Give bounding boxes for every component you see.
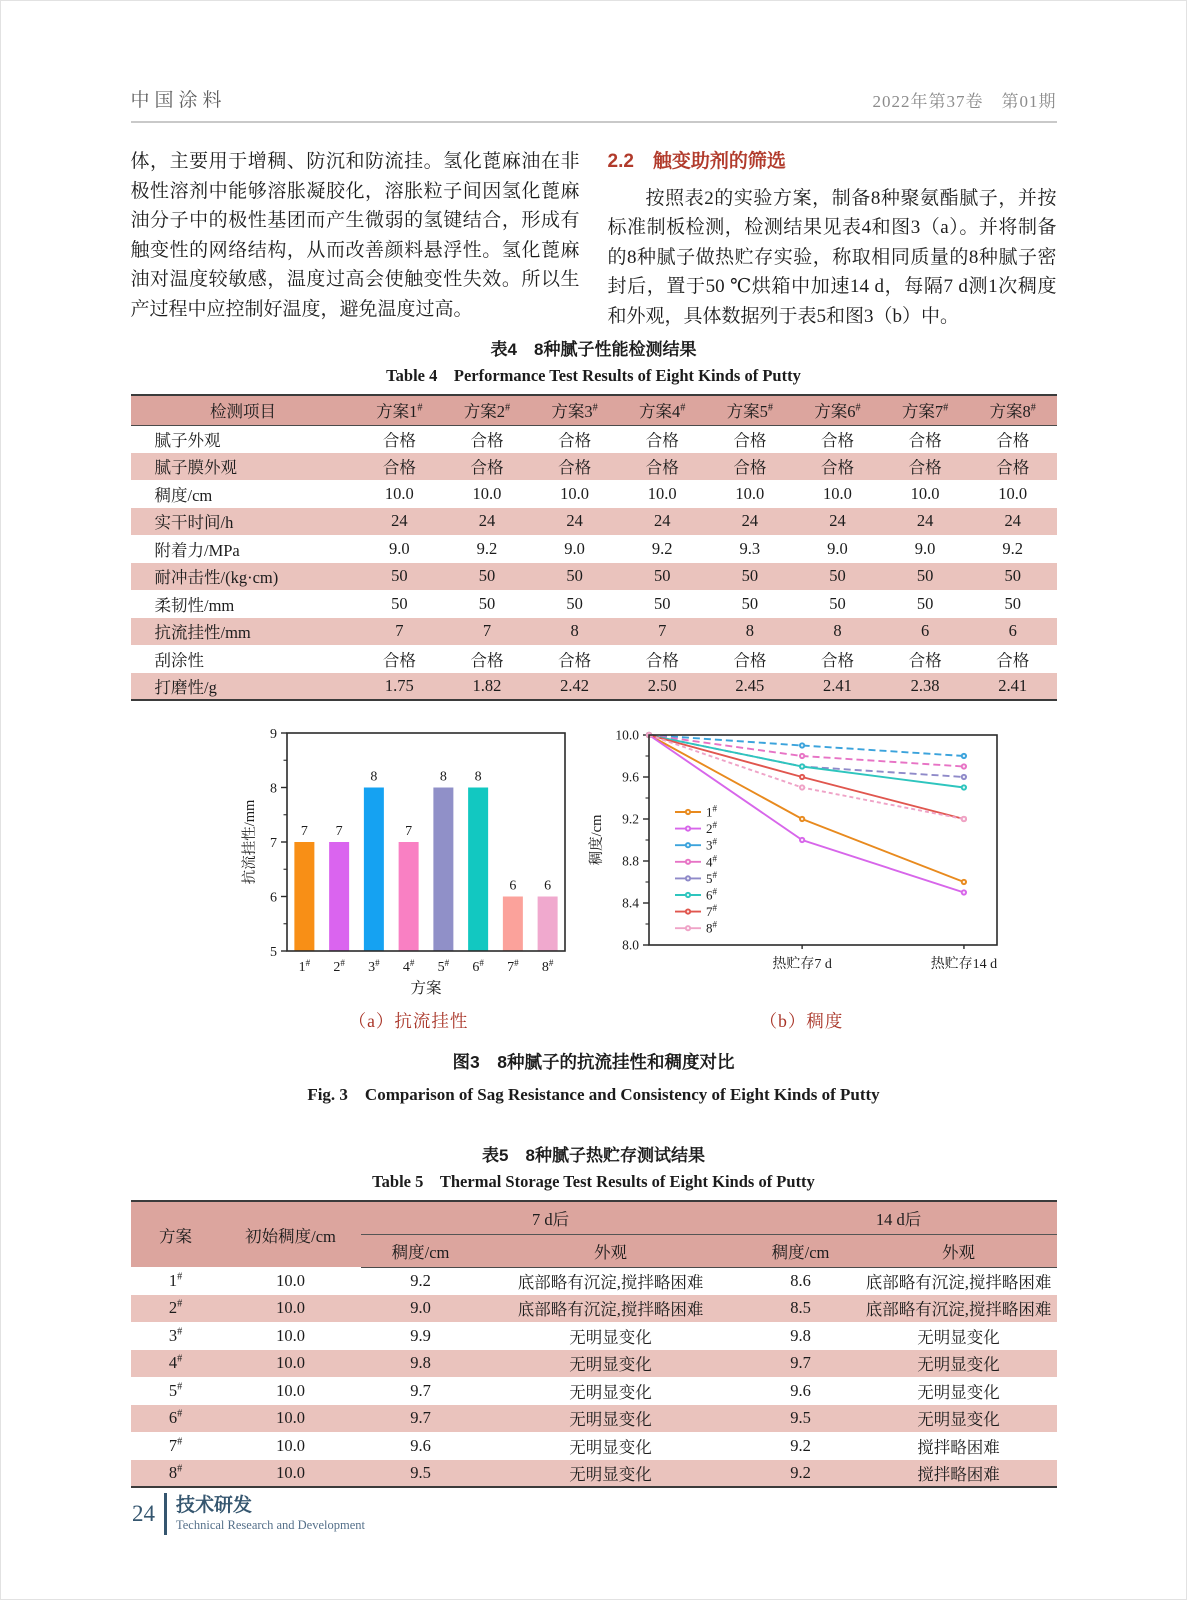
table-cell: 5# — [168, 1380, 183, 1400]
table-row — [131, 1432, 1057, 1460]
line-series — [649, 735, 964, 819]
table-cell: 合格 — [382, 650, 416, 670]
table-cell: 合格 — [996, 650, 1030, 670]
table-cell: 10.0 — [384, 483, 414, 503]
table4-header-cell: 方案5# — [706, 395, 794, 425]
table-cell: 合格 — [881, 453, 969, 481]
table5-header-row-1 — [131, 1201, 1057, 1234]
svg-text:8.8: 8.8 — [621, 853, 639, 869]
table-cell: 搅拌略困难 — [861, 1460, 1057, 1488]
table-cell: 无明显变化 — [861, 1405, 1057, 1433]
table-cell: 10.0 — [647, 483, 677, 503]
svg-text:热贮存7 d: 热贮存7 d — [771, 957, 832, 972]
table4-header-cell: 方案8# — [969, 395, 1057, 425]
table5-title-cn: 表5 8种腻子热贮存测试结果 — [482, 1146, 705, 1165]
bar — [502, 897, 522, 952]
table-cell: 10.0 — [221, 1460, 361, 1488]
table-cell: 7 — [443, 618, 531, 646]
footer-section-cn: 技术研发 — [176, 1495, 253, 1516]
svg-text:7: 7 — [404, 824, 412, 839]
body-paragraph-right: 按照表2的实验方案，制备8种聚氨酯腻子，并按标准制板检测，检测结果见表4和图3（a）。并将制备的8种腻子做热贮存实验，称取相同质量的8种腻子密封后，置于50 ℃烘箱中加速14 d，每隔7 d测1次稠度和外观，具体数据列于表5和图3（b）中。 — [607, 187, 1057, 327]
table-cell: 合格 — [969, 453, 1057, 481]
table-cell: 合格 — [470, 431, 504, 450]
table-cell: 8 — [531, 618, 619, 646]
table-cell: 24 — [356, 508, 444, 536]
table-cell: 10.0 — [276, 1325, 305, 1345]
table-cell: 10.0 — [221, 1295, 361, 1323]
table-cell: 9.5 — [741, 1405, 861, 1433]
svg-text:8.4: 8.4 — [621, 895, 639, 911]
table5-group-14d: 14 d后 — [741, 1201, 1057, 1234]
table-cell: 合格 — [531, 453, 619, 481]
table-cell: 24 — [618, 508, 706, 536]
table-cell: 50 — [653, 593, 671, 613]
table-cell: 合格 — [908, 650, 942, 670]
table-cell: 腻子外观 — [154, 431, 221, 450]
bar — [294, 842, 314, 951]
table5-group-7d: 7 d后 — [361, 1201, 741, 1234]
table-row — [131, 480, 1057, 508]
table-cell: 耐冲击性/(kg·cm) — [131, 563, 356, 591]
svg-text:4#: 4# — [705, 853, 717, 870]
table-cell: 合格 — [645, 431, 679, 450]
table-cell: 9.0 — [361, 1295, 481, 1323]
table-cell: 合格 — [820, 650, 854, 670]
table-cell: 合格 — [645, 650, 679, 670]
table-cell: 9.5 — [361, 1460, 481, 1488]
table-cell: 10.0 — [823, 483, 852, 503]
table-cell: 9.6 — [410, 1435, 431, 1455]
table-cell: 底部略有沉淀,搅拌略困难 — [517, 1273, 704, 1292]
table4-header-cell: 方案6# — [794, 395, 882, 425]
svg-text:6: 6 — [269, 890, 277, 906]
figure3-caption-en: Fig. 3 Comparison of Sag Resistance and Consistency of Eight Kinds of Putty — [307, 1085, 880, 1104]
table-cell: 合格 — [356, 453, 444, 481]
svg-text:3#: 3# — [705, 836, 717, 853]
table-cell: 9.6 — [790, 1380, 811, 1400]
line-chart-box — [587, 725, 1017, 1033]
table-cell: 搅拌略困难 — [917, 1437, 1000, 1457]
table4-header-cell: 方案4# — [618, 395, 706, 425]
table-cell: 腻子膜外观 — [131, 453, 356, 481]
table-cell: 底部略有沉淀,搅拌略困难 — [481, 1295, 741, 1323]
table-row — [131, 1350, 1057, 1378]
svg-text:8: 8 — [474, 769, 482, 785]
table-cell: 8 — [706, 618, 794, 646]
table5-body — [131, 1267, 1057, 1487]
table-cell: 2.41 — [969, 673, 1057, 701]
table-cell: 9.2 — [476, 538, 498, 558]
table5-sub-consistency-14d: 稠度/cm — [741, 1234, 861, 1267]
page-footer — [132, 1493, 365, 1535]
footer-divider-bar — [164, 1493, 167, 1535]
table-cell: 2.50 — [618, 673, 706, 701]
table-cell: 无明显变化 — [861, 1350, 1057, 1378]
table-row — [131, 618, 1057, 646]
table-cell: 7# — [168, 1435, 183, 1455]
table-cell: 合格 — [996, 431, 1030, 450]
body-paragraph-left: 体，主要用于增稠、防沉和防流挂。氢化蓖麻油在非极性溶剂中能够溶胀凝胶化，溶胀粒子间因氢化蓖麻油分子中的极性基团而产生微弱的氢键结合，形成有触变性的网络结构，从而改善颜料悬浮性。氢化蓖麻油对温度较敏感，温度过高会使触变性失效。所以生产过程中应控制好温度，避免温度过高。 — [130, 151, 580, 320]
table-cell: 50 — [741, 593, 759, 613]
svg-text:7: 7 — [335, 824, 343, 839]
table-cell: 10.0 — [221, 1405, 361, 1433]
table-cell: 2# — [131, 1295, 221, 1323]
table4-block — [131, 339, 1057, 701]
table-cell: 10.0 — [998, 483, 1028, 503]
svg-text:7#: 7# — [506, 958, 519, 975]
table-row — [131, 1405, 1057, 1433]
table5-col-plan: 方案 — [131, 1201, 221, 1267]
bar — [468, 788, 488, 952]
table-cell: 合格 — [618, 453, 706, 481]
table-cell: 9.2 — [410, 1271, 431, 1290]
table-cell: 6# — [131, 1405, 221, 1433]
svg-text:8: 8 — [369, 769, 377, 785]
table-cell: 24 — [881, 508, 969, 536]
bar-chart-svg — [241, 725, 577, 997]
table-cell: 无明显变化 — [481, 1405, 741, 1433]
svg-text:稠度/cm: 稠度/cm — [588, 814, 605, 866]
table-cell: 50 — [794, 563, 882, 591]
svg-text:2#: 2# — [705, 820, 717, 837]
page-header — [131, 1, 1057, 112]
table5-col-initial: 初始稠度/cm — [221, 1201, 361, 1267]
table-cell: 9.2 — [790, 1435, 811, 1455]
table-row — [131, 673, 1057, 701]
table-cell: 合格 — [558, 650, 592, 670]
table-cell: 9.2 — [741, 1460, 861, 1488]
right-column — [608, 147, 1057, 331]
table-cell: 10.0 — [910, 483, 940, 503]
table4-header-cell: 方案3# — [531, 395, 619, 425]
table-cell: 50 — [443, 563, 531, 591]
table-cell: 合格 — [794, 453, 882, 481]
svg-text:6: 6 — [508, 878, 516, 894]
svg-text:1#: 1# — [705, 803, 717, 820]
table-cell: 2.38 — [881, 673, 969, 701]
table4-body — [131, 425, 1057, 700]
table-cell: 1.75 — [356, 673, 444, 701]
table-cell: 8# — [131, 1460, 221, 1488]
table-row — [131, 1377, 1057, 1405]
table-cell: 6 — [881, 618, 969, 646]
svg-text:9.6: 9.6 — [621, 769, 639, 785]
svg-text:8#: 8# — [705, 919, 717, 936]
table-cell: 无明显变化 — [569, 1327, 652, 1347]
svg-text:4#: 4# — [402, 958, 414, 975]
table-cell: 2.45 — [706, 673, 794, 701]
bar — [398, 842, 418, 951]
section-heading: 2.2 触变助剂的筛选 — [607, 151, 786, 172]
table-cell: 10.0 — [221, 1350, 361, 1378]
table-cell: 10.0 — [276, 1435, 305, 1455]
table-cell: 50 — [881, 563, 969, 591]
bar-chart — [241, 725, 577, 1002]
svg-text:7: 7 — [269, 836, 277, 851]
table-cell: 50 — [1004, 593, 1021, 613]
table-cell: 9.0 — [827, 538, 848, 558]
table-row — [131, 535, 1057, 563]
svg-text:8: 8 — [269, 781, 277, 797]
bar — [433, 788, 453, 952]
svg-text:8.0: 8.0 — [621, 937, 639, 953]
table-cell: 9.9 — [410, 1325, 431, 1345]
table-row — [131, 563, 1057, 591]
table-cell: 合格 — [382, 431, 416, 450]
svg-text:6: 6 — [543, 878, 551, 894]
svg-text:5: 5 — [269, 945, 277, 960]
table4-title-en: Table 4 Performance Test Results of Eight Kinds of Putty — [386, 366, 801, 385]
svg-text:7: 7 — [300, 824, 308, 839]
table-cell: 7 — [618, 618, 706, 646]
table5-title-en: Table 5 Thermal Storage Test Results of Eight Kinds of Putty — [372, 1172, 815, 1191]
table-cell: 8.6 — [790, 1271, 811, 1290]
table-cell: 附着力/MPa — [154, 540, 240, 560]
table-cell: 9.3 — [739, 538, 761, 558]
table-cell: 9.0 — [564, 538, 585, 558]
svg-text:6#: 6# — [705, 886, 717, 903]
table4-header-cell: 方案2# — [443, 395, 531, 425]
table-cell: 24 — [794, 508, 882, 536]
table-cell: 24 — [706, 508, 794, 536]
table-cell: 刮涂性 — [154, 650, 204, 670]
table-cell: 1# — [168, 1270, 183, 1290]
table-cell: 9.2 — [651, 538, 673, 558]
table-cell: 实干时间/h — [131, 508, 356, 536]
table-cell: 7 — [356, 618, 444, 646]
table-row — [131, 425, 1057, 453]
table-cell: 稠度/cm — [154, 485, 213, 505]
table-cell: 9.8 — [361, 1350, 481, 1378]
figure3 — [241, 725, 1057, 1033]
header-divider — [131, 121, 1057, 123]
table-cell: 6 — [969, 618, 1057, 646]
table-cell: 1.82 — [443, 673, 531, 701]
footer-section-en: Technical Research and Development — [176, 1518, 365, 1532]
page-number: 24 — [132, 1501, 155, 1526]
table-cell: 合格 — [706, 453, 794, 481]
svg-text:6#: 6# — [471, 958, 484, 975]
table-cell: 无明显变化 — [917, 1382, 1000, 1402]
table-cell: 24 — [443, 508, 531, 536]
figure3-caption-a: （a）抗流挂性 — [348, 1011, 469, 1031]
table5-sub-consistency-7d: 稠度/cm — [361, 1234, 481, 1267]
table-cell: 3# — [168, 1325, 183, 1345]
table-cell: 4# — [131, 1350, 221, 1378]
table-cell: 合格 — [470, 650, 504, 670]
line-chart-svg — [587, 725, 1017, 997]
table-cell: 24 — [531, 508, 619, 536]
svg-text:3#: 3# — [367, 958, 380, 975]
table-cell: 50 — [969, 563, 1057, 591]
table-cell: 8.5 — [741, 1295, 861, 1323]
table-cell: 合格 — [820, 431, 854, 450]
table-cell: 底部略有沉淀,搅拌略困难 — [865, 1273, 1052, 1292]
table-cell: 无明显变化 — [569, 1437, 652, 1457]
table-cell: 50 — [618, 563, 706, 591]
table-cell: 无明显变化 — [917, 1327, 1000, 1347]
table-cell: 合格 — [558, 431, 592, 450]
table-cell: 2.42 — [531, 673, 619, 701]
table-cell: 9.0 — [389, 538, 410, 558]
table-cell: 10.0 — [276, 1380, 305, 1400]
table-cell: 9.8 — [790, 1325, 811, 1345]
table-cell: 50 — [391, 593, 408, 613]
bar — [363, 788, 383, 952]
table-cell: 9.0 — [914, 538, 936, 558]
table-cell: 无明显变化 — [569, 1382, 652, 1402]
table-row — [131, 645, 1057, 673]
table-cell: 50 — [916, 593, 934, 613]
svg-text:5#: 5# — [437, 958, 449, 975]
table-row — [131, 1460, 1057, 1488]
table-cell: 2.41 — [794, 673, 882, 701]
table4-title-cn: 表4 8种腻子性能检测结果 — [490, 340, 697, 359]
table-cell: 无明显变化 — [481, 1460, 741, 1488]
svg-text:9.2: 9.2 — [621, 811, 639, 827]
table-cell: 50 — [706, 563, 794, 591]
table-cell: 9.7 — [361, 1405, 481, 1433]
table-cell: 打磨性/g — [131, 673, 356, 701]
svg-text:8: 8 — [439, 769, 447, 785]
table-cell: 无明显变化 — [481, 1350, 741, 1378]
bar — [537, 897, 557, 952]
figure3-caption-cn: 图3 8种腻子的抗流挂性和稠度对比 — [452, 1052, 735, 1072]
svg-text:8#: 8# — [541, 958, 553, 975]
bar — [329, 842, 349, 951]
table-row — [131, 1322, 1057, 1350]
table-cell: 9.7 — [741, 1350, 861, 1378]
table-cell: 50 — [531, 563, 619, 591]
body-columns — [131, 147, 1057, 331]
svg-text:抗流挂性/mm: 抗流挂性/mm — [241, 799, 258, 885]
table-cell: 50 — [356, 563, 444, 591]
table-cell: 抗流挂性/mm — [131, 618, 356, 646]
table-row — [131, 1267, 1057, 1295]
bar-chart-box — [241, 725, 577, 1033]
issue-info: 2022年第37卷 第01期 — [872, 92, 1057, 111]
table-cell: 9.7 — [410, 1380, 431, 1400]
table-cell: 10.0 — [560, 483, 589, 503]
table5 — [131, 1200, 1057, 1488]
table-cell: 合格 — [733, 650, 767, 670]
table5-sub-appearance-7d: 外观 — [481, 1234, 741, 1267]
table-cell: 10.0 — [276, 1270, 305, 1290]
table-row — [131, 508, 1057, 536]
table-cell: 9.2 — [1002, 538, 1023, 558]
table5-sub-appearance-14d: 外观 — [861, 1234, 1057, 1267]
line-series — [649, 735, 964, 893]
svg-text:9: 9 — [269, 727, 277, 742]
table4-header-cell: 检测项目 — [131, 395, 356, 425]
table-row — [131, 453, 1057, 481]
journal-name: 中国涂料 — [130, 90, 227, 111]
table-cell: 50 — [478, 593, 496, 613]
table5-block — [131, 1145, 1057, 1488]
line-chart — [587, 725, 1017, 1002]
table-cell: 合格 — [443, 453, 531, 481]
table-cell: 底部略有沉淀,搅拌略困难 — [861, 1295, 1057, 1323]
table-cell: 合格 — [908, 431, 942, 450]
svg-text:方案: 方案 — [409, 980, 442, 997]
svg-text:1#: 1# — [298, 958, 310, 975]
table4-header-cell: 方案1# — [356, 395, 444, 425]
svg-text:热贮存14 d: 热贮存14 d — [930, 957, 997, 972]
table-cell: 24 — [969, 508, 1057, 536]
table-row — [131, 590, 1057, 618]
table-cell: 50 — [829, 593, 846, 613]
table4 — [131, 394, 1057, 701]
table-row — [131, 1295, 1057, 1323]
svg-text:10.0: 10.0 — [614, 727, 639, 743]
table-cell: 合格 — [733, 431, 767, 450]
table4-header-row — [131, 395, 1057, 425]
table-cell: 10.0 — [472, 483, 502, 503]
svg-text:7#: 7# — [705, 903, 717, 920]
left-column — [131, 147, 580, 331]
svg-text:2#: 2# — [332, 958, 345, 975]
svg-text:5#: 5# — [705, 869, 717, 886]
table-cell: 50 — [566, 593, 583, 613]
table-cell: 柔韧性/mm — [154, 595, 235, 615]
table4-header-cell: 方案7# — [881, 395, 969, 425]
table-cell: 8 — [794, 618, 882, 646]
table-cell: 10.0 — [735, 483, 765, 503]
figure3-caption-b: （b）稠度 — [759, 1011, 844, 1031]
